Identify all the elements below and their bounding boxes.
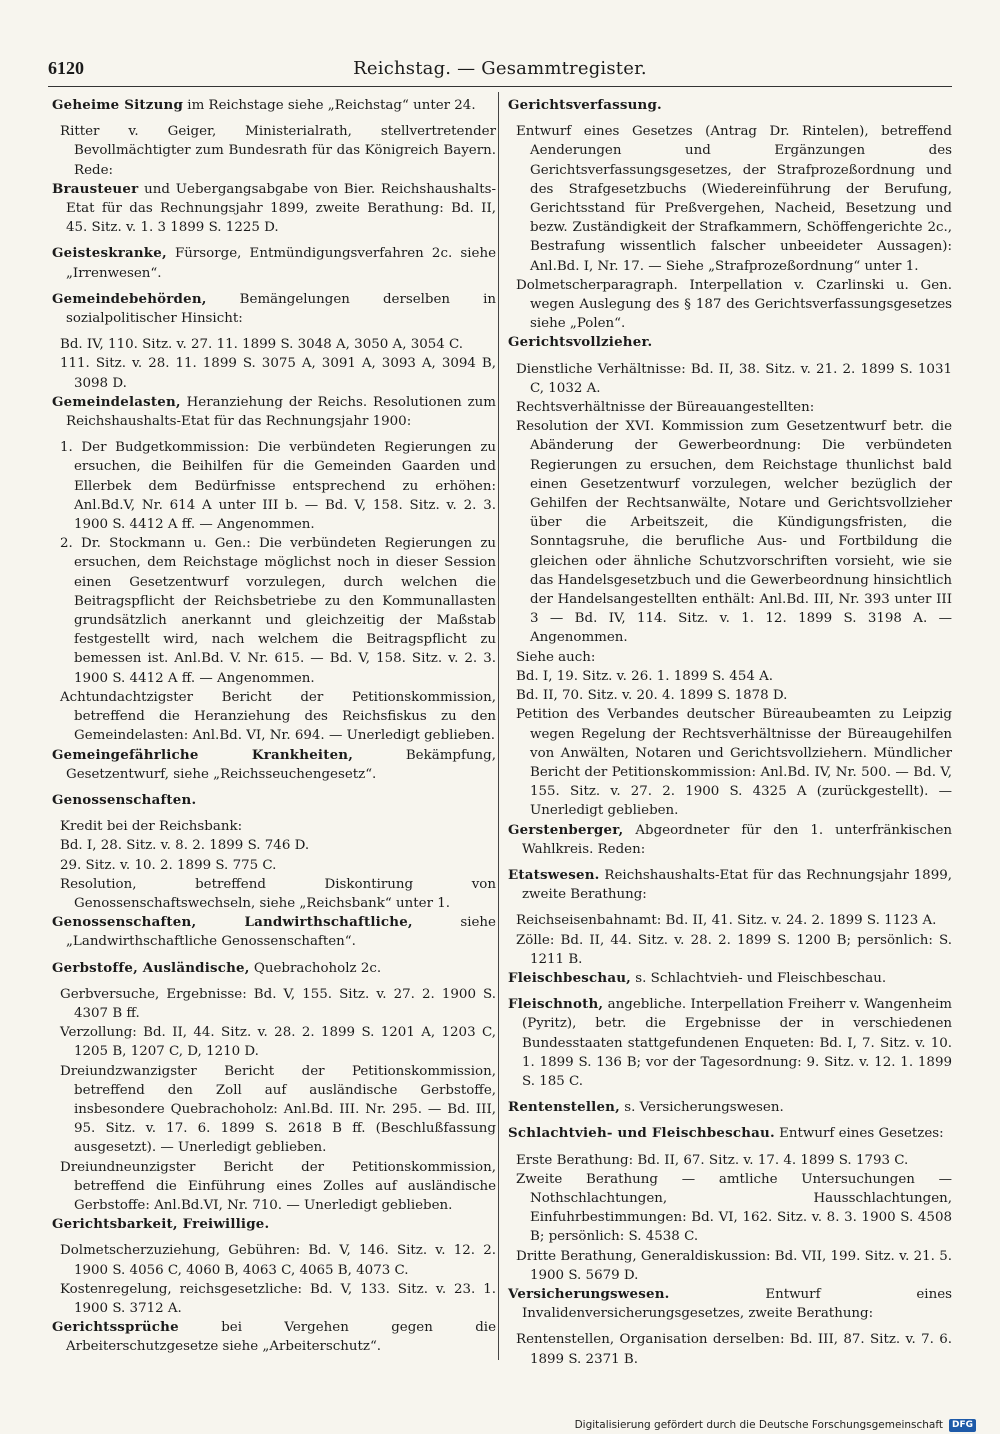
index-entry bbox=[52, 817, 496, 836]
index-entry bbox=[52, 688, 496, 746]
entry-text: Entwurf eines Gesetzes (Antrag Dr. Rintelen), betreffend Aenderungen und Ergänzungen des Gerichtsverfassungsgesetzes, der Strafprozeßordnung und des Strafgesetzbuchs (Wiedereinführung der Berufung, Gerichtsstand für Preßvergehen, Nacheid, Besetzung und bezw. Zuständigkeit der Strafkammern, Schöffengerichte 2c., Bestrafung wissentlich falscher unbeeideter Aussagen): Anl.Bd. I, Nr. 17. — Siehe „Strafprozeßordnung“ unter 1. bbox=[516, 124, 952, 274]
entry-text: Dritte Berathung, Generaldiskussion: Bd. VII, 199. Sitz. v. 21. 5. 1900 S. 5679 D. bbox=[516, 1248, 952, 1283]
entry-text: Bekämpfung, Gesetzentwurf, siehe „Reichsseuchengesetz“. bbox=[66, 747, 496, 782]
entry-text: Entwurf eines Invalidenversicherungsgesetzes, zweite Berathung: bbox=[522, 1286, 952, 1322]
index-entry bbox=[52, 913, 496, 951]
index-entry bbox=[52, 438, 496, 534]
entry-text: Bd. I, 28. Sitz. v. 8. 2. 1899 S. 746 D. bbox=[60, 838, 310, 854]
index-entry bbox=[508, 667, 952, 686]
index-entry bbox=[52, 1023, 496, 1061]
entry-headword: Fleischnoth, bbox=[508, 996, 604, 1013]
entry-text: 2. Dr. Stockmann u. Gen.: Die verbündeten Regierungen zu ersuchen, dem Reichstage möglichst noch in dieser Session einen Gesetzentwurf vorzulegen, durch welchen die Beitragspflicht der Reichsbetriebe zu den Kommunallasten grundsätzlich anerkannt und gleichzeitig der Maßstab festgestellt wird, nach welchem die Beitragspflicht zu bemessen ist. Anl.Bd. V. Nr. 615. — Bd. V, 158. Sitz. v. 2. 3. 1900 S. 4412 A ff. — Angenommen. bbox=[60, 536, 496, 686]
entry-text: und Uebergangsabgabe von Bier. Reichshaushalts-Etat für das Rechnungsjahr 1899, zweite Berathung: Bd. II, 45. Sitz. v. 1. 3 1899 S. 1225 D. bbox=[66, 181, 496, 236]
index-entry bbox=[508, 686, 952, 705]
entry-headword: Geisteskranke, bbox=[52, 245, 167, 262]
column-divider bbox=[498, 92, 499, 1360]
entry-text: s. Versicherungswesen. bbox=[619, 1100, 784, 1116]
entry-text: Bd. II, 70. Sitz. v. 20. 4. 1899 S. 1878 D. bbox=[516, 688, 788, 704]
index-entry bbox=[52, 290, 496, 328]
entry-text: Abgeordneter für den 1. unterfränkischen Wahlkreis. Reden: bbox=[522, 822, 952, 857]
entry-text: Zölle: Bd. II, 44. Sitz. v. 28. 2. 1899 S. 1200 B; persönlich: S. 1211 B. bbox=[516, 932, 952, 967]
header-rule bbox=[48, 86, 952, 87]
index-entry bbox=[508, 1285, 952, 1323]
entry-headword: Gerichtsverfassung. bbox=[508, 97, 662, 113]
entry-text: Resolution, betreffend Diskontirung von Genossenschaftswechseln, siehe „Reichsbank“ unter 1. bbox=[60, 876, 496, 911]
entry-text: Gerbversuche, Ergebnisse: Bd. V, 155. Sitz. v. 27. 2. 1900 S. 4307 B ff. bbox=[60, 986, 496, 1021]
index-entry bbox=[508, 648, 952, 667]
index-entry bbox=[52, 875, 496, 913]
entry-text: Resolution der XVI. Kommission zum Gesetzentwurf betr. die Abänderung der Gewerbeordnung: Die verbündeten Regierungen zu ersuchen, dem Reichstage thunlichst bald einen Gesetzentwurf vorzulegen, welcher bezüglich der Gehilfen der Rechtsanwälte, Notare und Gerichtsvollzieher über die Arbeitszeit, die Kündigungsfristen, die Sonntagsruhe, die berufliche Aus- und Fortbildung die gleichen oder ähnliche Schutzvorschriften vorsieht, wie sie das Handelsgesetzbuch und die Gewerbeordnung hinsichtlich der Handelsangestellten enthält: Anl.Bd. III, Nr. 393 unter III 3 — Bd. IV, 114. Sitz. v. 1. 12. 1899 S. 3198 A. — Angenommen. bbox=[516, 419, 952, 646]
entry-headword: Gerstenberger, bbox=[508, 821, 624, 838]
index-entry bbox=[52, 354, 496, 392]
entry-headword: Versicherungswesen. bbox=[508, 1285, 670, 1302]
entry-text: Achtundachtzigster Bericht der Petitionskommission, betreffend die Heranziehung des Reichsfiskus zu den Gemeindelasten: Anl.Bd. VI, Nr. 694. — Unerledigt geblieben. bbox=[60, 689, 496, 744]
entry-headword: Gerichtssprüche bbox=[52, 1319, 179, 1336]
entry-headword: Gemeindelasten, bbox=[52, 393, 181, 410]
entry-headword: Rentenstellen, bbox=[508, 1099, 620, 1116]
index-entry bbox=[508, 995, 952, 1091]
entry-headword: Genossenschaften, Landwirthschaftliche, bbox=[52, 914, 413, 931]
entry-text: Quebrachoholz 2c. bbox=[249, 960, 382, 976]
entry-text: Reichseisenbahnamt: Bd. II, 41. Sitz. v. 24. 2. 1899 S. 1123 A. bbox=[516, 913, 937, 929]
entry-text: Dreiundzwanzigster Bericht der Petitionskommission, betreffend den Zoll auf ausländische Gerbstoffe, insbesondere Quebrachoholz: Anl.Bd. III. Nr. 295. — Bd. III, 95. Sitz. v. 17. 6. 1899 S. 2618 B ff. (Beschlußfassung ausgesetzt). — Unerledigt geblieben. bbox=[60, 1063, 496, 1156]
entry-headword: Gerichtsbarkeit, Freiwillige. bbox=[52, 1216, 270, 1233]
index-entry bbox=[508, 821, 952, 859]
entry-text: bei Vergehen gegen die Arbeiterschutzgesetze siehe „Arbeiterschutz“. bbox=[66, 1320, 496, 1355]
index-entry bbox=[508, 1170, 952, 1247]
entry-headword: Gerichtsvollzieher. bbox=[508, 334, 653, 351]
entry-text: Bemängelungen derselben in sozialpolitischer Hinsicht: bbox=[66, 291, 496, 327]
entry-text: im Reichstage siehe „Reichstag“ unter 24. bbox=[183, 98, 476, 113]
entry-text: 111. Sitz. v. 28. 11. 1899 S. 3075 A, 3091 A, 3093 A, 3094 B, 3098 D. bbox=[60, 356, 496, 391]
entry-text: s. Schlachtvieh- und Fleischbeschau. bbox=[631, 970, 887, 986]
index-entry bbox=[508, 417, 952, 647]
index-entry bbox=[52, 96, 496, 115]
running-title: Reichstag. — Gesammtregister. bbox=[353, 58, 647, 79]
dfg-logo: DFG bbox=[949, 1419, 976, 1432]
index-entry bbox=[508, 122, 952, 276]
entry-text: Ritter v. Geiger, Ministerialrath, stellvertretender Bevollmächtigter zum Bundesrath für das Königreich Bayern. Rede: bbox=[60, 124, 496, 178]
entry-text: Siehe auch: bbox=[516, 649, 596, 665]
entry-headword: Schlachtvieh- und Fleischbeschau. bbox=[508, 1125, 775, 1142]
index-entry bbox=[52, 1215, 496, 1234]
index-entry bbox=[508, 96, 952, 115]
index-entry bbox=[52, 746, 496, 784]
entry-headword: Gemeingefährliche Krankheiten, bbox=[52, 746, 354, 763]
index-entry bbox=[508, 931, 952, 969]
index-entry bbox=[508, 1247, 952, 1285]
entry-headword: Etatswesen. bbox=[508, 866, 600, 883]
right-column bbox=[508, 96, 952, 1369]
index-entry bbox=[52, 791, 496, 810]
index-entry bbox=[508, 866, 952, 904]
index-entry bbox=[508, 705, 952, 820]
index-entry bbox=[508, 1124, 952, 1143]
entry-headword: Gemeindebehörden, bbox=[52, 290, 207, 307]
index-entry bbox=[508, 911, 952, 930]
index-entry bbox=[52, 1158, 496, 1216]
entry-text: Dienstliche Verhältnisse: Bd. II, 38. Sitz. v. 21. 2. 1899 S. 1031 C, 1032 A. bbox=[516, 361, 952, 396]
entry-headword: Genossenschaften. bbox=[52, 791, 197, 808]
index-entry bbox=[508, 276, 952, 334]
entry-text: Dreiundneunzigster Bericht der Petitionskommission, betreffend die Einführung eines Zolles auf ausländische Gerbstoffe: Anl.Bd.VI, Nr. 710. — Unerledigt geblieben. bbox=[60, 1159, 496, 1213]
entry-text: Dolmetscherparagraph. Interpellation v. Czarlinski u. Gen. wegen Auslegung des § 187 des Gerichtsverfassungsgesetzes siehe „Polen“. bbox=[516, 277, 952, 332]
entry-text: siehe „Landwirthschaftliche Genossenschaften“. bbox=[66, 915, 496, 950]
entry-text: Heranziehung der Reichs. Resolutionen zum Reichshaushalts-Etat für das Rechnungsjahr 1900: bbox=[66, 394, 496, 430]
entry-headword: Gerbstoffe, Ausländische, bbox=[52, 959, 250, 976]
entry-text: Bd. IV, 110. Sitz. v. 27. 11. 1899 S. 3048 A, 3050 A, 3054 C. bbox=[60, 337, 464, 353]
index-entry bbox=[52, 1241, 496, 1279]
index-entry bbox=[508, 1098, 952, 1117]
entry-text: Rechtsverhältnisse der Büreauangestellten: bbox=[516, 400, 815, 416]
index-entry bbox=[52, 393, 496, 431]
index-entry bbox=[52, 1062, 496, 1158]
entry-text: Dolmetscherzuziehung, Gebühren: Bd. V, 146. Sitz. v. 12. 2. 1900 S. 4056 C, 4060 B, 4063 C, 4065 B, 4073 C. bbox=[60, 1243, 496, 1278]
entry-text: Verzollung: Bd. II, 44. Sitz. v. 28. 2. 1899 S. 1201 A, 1203 C, 1205 B, 1207 C, D, 1210 D. bbox=[60, 1025, 496, 1060]
entry-text: 1. Der Budgetkommission: Die verbündeten Regierungen zu ersuchen, die Beihilfen für die Gemeinden Gaarden und Ellerbek dem Bedürfnisse entsprechend zu erhöhen: Anl.Bd.V, Nr. 614 A unter III b. — Bd. V, 158. Sitz. v. 2. 3. 1900 S. 4412 A ff. — Angenommen. bbox=[60, 440, 496, 533]
page-number: 6120 bbox=[48, 58, 84, 78]
index-entry bbox=[52, 244, 496, 282]
index-entry bbox=[508, 1151, 952, 1170]
entry-text: Entwurf eines Gesetzes: bbox=[774, 1126, 944, 1142]
entry-text: Bd. I, 19. Sitz. v. 26. 1. 1899 S. 454 A. bbox=[516, 668, 774, 684]
entry-headword: Fleischbeschau, bbox=[508, 969, 632, 986]
index-entry bbox=[52, 335, 496, 354]
index-entry bbox=[52, 534, 496, 688]
index-entry bbox=[508, 398, 952, 417]
entry-text: angebliche. Interpellation Freiherr v. Wangenheim (Pyritz), betr. die Ergebnisse der in verschiedenen Bundesstaaten stattgefundenen Enqueten: Bd. I, 7. Sitz. v. 10. 1. 1899 S. 136 B; vor der Tagesordnung: 9. Sitz. v. 12. 1. 1899 S. 185 C. bbox=[522, 997, 952, 1089]
index-entry bbox=[52, 836, 496, 855]
entry-text: Fürsorge, Entmündigungsverfahren 2c. siehe „Irrenwesen“. bbox=[66, 246, 496, 281]
index-entry bbox=[52, 959, 496, 978]
index-entry bbox=[52, 122, 496, 180]
entry-text: Kostenregelung, reichsgesetzliche: Bd. V, 133. Sitz. v. 23. 1. 1900 S. 3712 A. bbox=[60, 1281, 496, 1316]
left-column bbox=[52, 96, 496, 1364]
entry-text: Erste Berathung: Bd. II, 67. Sitz. v. 17. 4. 1899 S. 1793 C. bbox=[516, 1152, 909, 1168]
index-entry bbox=[508, 360, 952, 398]
entry-text: Zweite Berathung — amtliche Untersuchungen — Nothschlachtungen, Hausschlachtungen, Einfuhrbestimmungen: Bd. VI, 162. Sitz. v. 8. 3. 1900 S. 4508 B; persönlich: S. 4538 C. bbox=[516, 1171, 952, 1245]
index-entry bbox=[508, 969, 952, 988]
entry-headword: Geheime Sitzung bbox=[52, 97, 184, 113]
entry-text: Reichshaushalts-Etat für das Rechnungsjahr 1899, zweite Berathung: bbox=[522, 867, 952, 903]
footer bbox=[575, 1418, 976, 1432]
index-entry bbox=[52, 1280, 496, 1318]
entry-text: Kredit bei der Reichsbank: bbox=[60, 819, 243, 835]
entry-text: Petition des Verbandes deutscher Büreaubeamten zu Leipzig wegen Regelung der Rechtsverhältnisse der Büreaugehilfen von Anwälten, Notaren und Gerichtsvollziehern. Mündlicher Bericht der Petitionskommission: Anl.Bd. IV, Nr. 500. — Bd. V, 155. Sitz. v. 27. 2. 1900 S. 4325 A (zurückgestellt). — Unerledigt geblieben. bbox=[516, 707, 952, 819]
index-entry bbox=[508, 333, 952, 352]
index-entry bbox=[52, 985, 496, 1023]
entry-headword: Brausteuer bbox=[52, 180, 139, 197]
index-entry bbox=[52, 180, 496, 238]
footer-credit: Digitalisierung gefördert durch die Deutsche Forschungsgemeinschaft bbox=[574, 1419, 943, 1431]
entry-text: 29. Sitz. v. 10. 2. 1899 S. 775 C. bbox=[60, 857, 277, 873]
index-entry bbox=[52, 1318, 496, 1356]
index-entry bbox=[508, 1330, 952, 1368]
index-entry bbox=[52, 856, 496, 875]
entry-text: Rentenstellen, Organisation derselben: Bd. III, 87. Sitz. v. 7. 6. 1899 S. 2371 B. bbox=[516, 1332, 952, 1367]
page-header bbox=[48, 52, 952, 82]
